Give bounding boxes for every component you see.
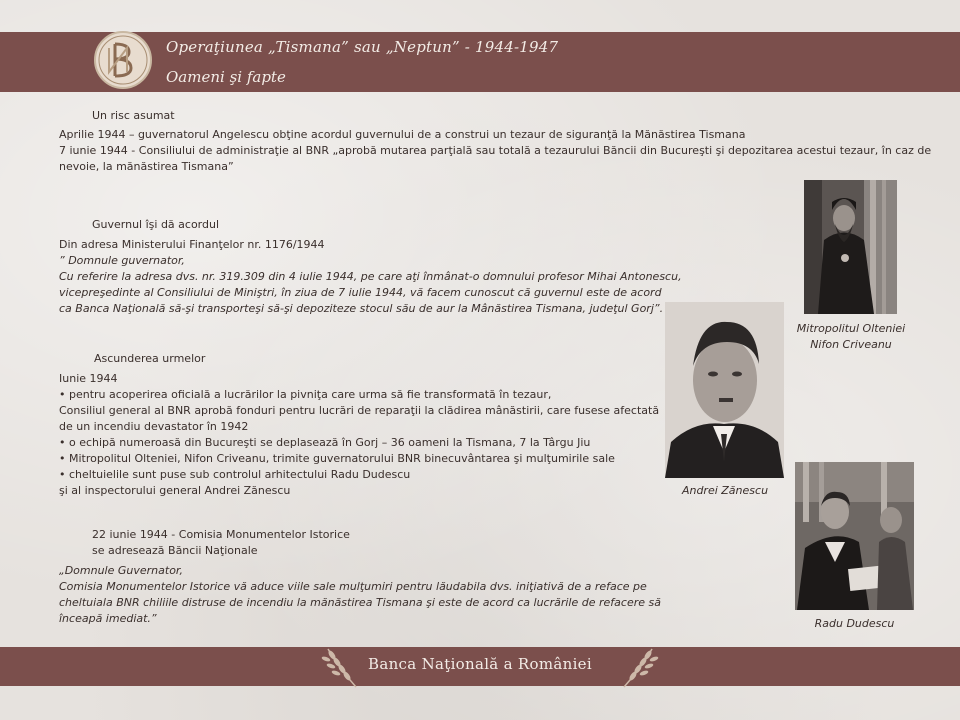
photo-andrei-zanescu [665, 302, 784, 478]
text-line: Din adresa Ministerului Finanţelor nr. 1176/1944 [59, 238, 325, 251]
caption-nifon-line1: Mitropolitul Olteniei [796, 322, 906, 335]
text-line: Consiliul general al BNR aprobă fonduri pentru lucrări de reparaţii la clădirea mânăstirii, care fusese afectată [59, 404, 660, 417]
quote-line: ” Domnule guvernator, [59, 254, 185, 267]
page-title: Operaţiunea „Tismana” sau „Neptun” - 1944-1947 [166, 38, 559, 56]
text-line: de un incendiu devastator în 1942 [59, 420, 249, 433]
quote-line: vicepreşedinte al Consiliului de Miniştri, în ziua de 7 iulie 1944, vă facem cunoscut că guvernul este de acord [59, 286, 662, 299]
text-line: • pentru acoperirea oficială a lucrărilor la pivniţa care urma să fie transformată în tezaur, [59, 388, 552, 401]
text-line: Iunie 1944 [59, 372, 118, 385]
caption-nifon-line2: Nifon Criveanu [810, 338, 892, 351]
text-line: 7 iunie 1944 - Consiliului de administraţie al BNR „aprobă mutarea parţială sau totală a tezaurului Băncii din Bucureşti şi depozitarea acestui tezaur, în caz de [59, 144, 932, 157]
quote-line: Comisia Monumentelor Istorice vă aduce viile sale mulţumiri pentru lăudabila dvs. iniţiativă de a reface pe [59, 580, 647, 593]
quote-line: înceapă imediat.” [59, 612, 157, 625]
photo-nifon-criveanu [804, 180, 897, 314]
caption-dudescu: Radu Dudescu [814, 617, 895, 630]
section-heading-comisia-line2: se adresează Băncii Naţionale [92, 544, 258, 557]
text-line: • o echipă numeroasă din Bucureşti se deplasează în Gorj – 36 oameni la Tismana, 7 la Târgu Jiu [59, 436, 591, 449]
text-line: nevoie, la mănăstirea Tismana” [59, 160, 234, 173]
section-heading-comisia-line1: 22 iunie 1944 - Comisia Monumentelor Istorice [92, 528, 350, 541]
text-line: • Mitropolitul Olteniei, Nifon Criveanu, trimite guvernatorului BNR binecuvântarea şi mulţumirile sale [59, 452, 615, 465]
text-line: • cheltuielile sunt puse sub controlul arhitectului Radu Dudescu [59, 468, 411, 481]
wheat-ornament-right-icon [620, 645, 660, 689]
text-line: Aprilie 1944 – guvernatorul Angelescu obţine acordul guvernului de a construi un tezaur de siguranţă la Mănăstirea Tismana [59, 128, 746, 141]
page-subtitle: Oameni şi fapte [166, 68, 286, 86]
bnr-monogram-logo [93, 30, 153, 90]
quote-line: ca Banca Naţională să-şi transporteşi să-şi depoziteze stocul său de aur la Mânăstirea Tismana, judeţul Gorj”. [59, 302, 664, 315]
section-heading-urme: Ascunderea urmelor [94, 352, 206, 365]
quote-line: cheltuiala BNR chiliile distruse de incendiu la mănăstirea Tismana şi este de acord ca lucrările de refacere să [59, 596, 661, 609]
section-heading-acord: Guvernul îşi dă acordul [92, 218, 220, 231]
text-line: şi al inspectorului general Andrei Zănescu [59, 484, 291, 497]
caption-zanescu: Andrei Zănescu [681, 484, 769, 497]
section-heading-risc: Un risc asumat [92, 109, 175, 122]
quote-line: „Domnule Guvernator, [59, 564, 183, 577]
quote-line: Cu referire la adresa dvs. nr. 319.309 din 4 iulie 1944, pe care aţi înmânat-o domnului profesor Mihai Antonescu, [59, 270, 682, 283]
footer-bank-name: Banca Naţională a României [368, 655, 592, 673]
photo-radu-dudescu [795, 462, 914, 610]
